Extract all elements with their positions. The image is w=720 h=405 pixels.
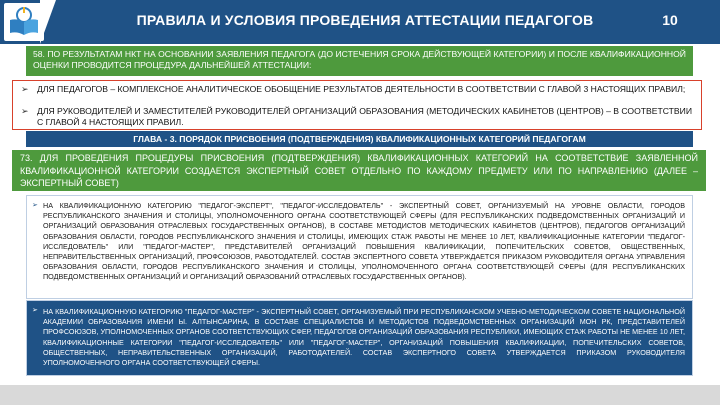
- list-item: ДЛЯ ПЕДАГОГОВ – КОМПЛЕКСНОЕ АНАЛИТИЧЕСКОЕ ОБОБЩЕНИЕ РЕЗУЛЬТАТОВ ДЕЯТЕЛЬНОСТИ В СООТВЕТСТВИИ С ГЛАВОЙ 3 НАСТОЯЩИХ ПРАВИЛ;: [37, 84, 686, 94]
- page-title: ПРАВИЛА И УСЛОВИЯ ПРОВЕДЕНИЯ АТТЕСТАЦИИ ПЕДАГОГОВ: [136, 12, 594, 28]
- arrow-bullet-icon: ➢: [21, 84, 29, 94]
- arrow-bullet-icon: ➢: [32, 307, 38, 314]
- header-divider: [40, 0, 56, 44]
- paragraph-58-bullets: [12, 80, 702, 130]
- paragraph-73: 73. ДЛЯ ПРОВЕДЕНИЯ ПРОЦЕДУРЫ ПРИСВОЕНИЯ (ПОДТВЕРЖДЕНИЯ) КВАЛИФИКАЦИОННЫХ КАТЕГОРИЙ НА СООТВЕТСТВИЕ ЗАЯВЛЕННОЙ КВАЛИФИКАЦИОННОЙ КАТЕГОРИИ СОЗДАЕТСЯ ЭКСПЕРТНЫЙ СОВЕТ ОТДЕЛЬНО ПО КАЖДОМУ ПРЕДМЕТУ ИЛИ ПО НАПРАВЛЕНИЮ (ДАЛЕЕ – ЭКСПЕРТНЫЙ СОВЕТ): [12, 150, 706, 191]
- slide-header: [0, 0, 720, 44]
- chapter-heading: ГЛАВА - 3. ПОРЯДОК ПРИСВОЕНИЯ (ПОДТВЕРЖДЕНИЯ) КВАЛИФИКАЦИОННЫХ КАТЕГОРИЙ ПЕДАГОГАМ: [26, 131, 693, 147]
- arrow-bullet-icon: ➢: [21, 106, 29, 116]
- panel-text: НА КВАЛИФИКАЦИОННУЮ КАТЕГОРИЮ "ПЕДАГОГ-ЭКСПЕРТ", "ПЕДАГОГ-ИССЛЕДОВАТЕЛЬ" - ЭКСПЕРТНЫЙ СОВЕТ, ОРГАНИЗУЕМЫЙ НА УРОВНЕ ОБЛАСТИ, ГОРОДОВ РЕСПУБЛИКАНСКОГО ЗНАЧЕНИЯ И СТОЛИЦЫ, УПОЛНОМОЧЕННОГО ОРГАНА СООТВЕТСТВУЮЩЕЙ СФЕРЫ (ДЛЯ РЕСПУБЛИКАНСКИХ ПОДВЕДОМСТВЕННЫХ ОРГАНИЗАЦИЙ И ОРГАНИЗАЦИЙ ОБРАЗОВАНИЯ ОТРАСЛЕВЫХ ГОСУДАРСТВЕННЫХ ОРГАНОВ), В СОСТАВЕ МЕТОДИСТОВ МЕТОДИЧЕСКИХ КАБИНЕТОВ (ЦЕНТРОВ), ПЕДАГОГОВ ОРГАНИЗАЦИЙ ОБРАЗОВАНИЯ ОБЛАСТИ, ГОРОДОВ РЕСПУБЛИКАНСКОГО ЗНАЧЕНИЯ И СТОЛИЦЫ, ИМЕЮЩИХ СТАЖ РАБОТЫ НЕ МЕНЕЕ 10 ЛЕТ, КВАЛИФИКАЦИОННЫЕ КАТЕГОРИИ "ПЕДАГОГ-ИССЛЕДОВАТЕЛЬ" ИЛИ "ПЕДАГОГ-МАСТЕР", ПРЕДСТАВИТЕЛЕЙ ОРГАНИЗАЦИЙ ПОВЫШЕНИЯ КВАЛИФИКАЦИИ, ПОПЕЧИТЕЛЬСКИХ СОВЕТОВ, ОБЩЕСТВЕННЫХ, НЕПРАВИТЕЛЬСТВЕННЫХ ОРГАНИЗАЦИЙ, ПРОФСОЮЗОВ, РАБОТОДАТЕЛЕЙ. СОСТАВ ЭКСПЕРТНОГО СОВЕТА УТВЕРЖДАЕТСЯ ПРИКАЗОМ РУКОВОДИТЕЛЯ ОРГАНА УПРАВЛЕНИЯ ОБРАЗОВАНИЯ ОБЛАСТИ, ГОРОДОВ РЕСПУБЛИКАНСКОГО ЗНАЧЕНИЯ И СТОЛИЦЫ, УПОЛНОМОЧЕННОГО ОРГАНА СООТВЕТСТВУЮЩЕЙ СФЕРЫ (ДЛЯ РЕСПУБЛИКАНСКИХ ПОДВЕДОМСТВЕННЫХ ОРГАНИЗАЦИЙ И ОРГАНИЗАЦИЙ ОБРАЗОВАНИЙ ОТРАСЛЕВЫХ ГОСУДАРСТВЕННЫХ ОРГАНОВ).: [43, 201, 685, 282]
- expert-council-panel-2: [26, 300, 693, 376]
- slide-footer: [0, 385, 720, 405]
- page-number: 10: [662, 12, 678, 28]
- arrow-bullet-icon: ➢: [32, 202, 38, 209]
- panel-text: НА КВАЛИФИКАЦИОННУЮ КАТЕГОРИЮ "ПЕДАГОГ-МАСТЕР" - ЭКСПЕРТНЫЙ СОВЕТ, ОРГАНИЗУЕМЫЙ ПРИ РЕСПУБЛИКАНСКОМ УЧЕБНО-МЕТОДИЧЕСКОМ СОВЕТЕ НАЦИОНАЛЬНОЙ АКАДЕМИИ ОБРАЗОВАНИЯ ИМЕНИ Ы. АЛТЫНСАРИНА, В СОСТАВЕ СПЕЦИАЛИСТОВ И МЕТОДИСТОВ ПОДВЕДОМСТВЕННЫХ ОРГАНИЗАЦИЙ МОН РК, ПРЕДСТАВИТЕЛЕЙ ПРОФСОЮЗОВ, УПОЛНОМОЧЕННЫХ ОРГАНОВ СООТВЕТСТВУЮЩИХ СФЕР, ПЕДАГОГОВ ОРГАНИЗАЦИЙ ОБРАЗОВАНИЯ РЕСПУБЛИКИ, ИМЕЮЩИХ СТАЖ РАБОТЫ НЕ МЕНЕЕ 10 ЛЕТ, КВАЛИФИКАЦИОННЫЕ КАТЕГОРИИ "ПЕДАГОГ-ИССЛЕДОВАТЕЛЬ" ИЛИ "ПЕДАГОГ-МАСТЕР", ОРГАНИЗАЦИЙ ПОВЫШЕНИЯ КВАЛИФИКАЦИИ, ПОПЕЧИТЕЛЬСКИХ СОВЕТОВ, ОБЩЕСТВЕННЫХ, НЕПРАВИТЕЛЬСТВЕННЫХ ОРГАНИЗАЦИЙ, РАБОТОДАТЕЛЕЙ. СОСТАВ ЭКСПЕРТНОГО СОВЕТА УТВЕРЖДАЕТСЯ ПРИКАЗОМ РУКОВОДИТЕЛЯ УПОЛНОМОЧЕННОГО ОРГАНА СООТВЕТСТВУЮЩЕЙ СФЕРЫ.: [43, 307, 685, 368]
- paragraph-58: 58. ПО РЕЗУЛЬТАТАМ НКТ НА ОСНОВАНИИ ЗАЯВЛЕНИЯ ПЕДАГОГА (ДО ИСТЕЧЕНИЯ СРОКА ДЕЙСТВУЮЩЕЙ КАТЕГОРИИ) И ПОСЛЕ КВАЛИФИКАЦИОННОЙ ОЦЕНКИ ПРОВОДИТСЯ ПРОЦЕДУРА ДАЛЬНЕЙШЕЙ АТТЕСТАЦИИ:: [26, 46, 693, 76]
- expert-council-panel-1: [26, 195, 693, 299]
- list-item: ДЛЯ РУКОВОДИТЕЛЕЙ И ЗАМЕСТИТЕЛЕЙ РУКОВОДИТЕЛЕЙ ОРГАНИЗАЦИЙ ОБРАЗОВАНИЯ (МЕТОДИЧЕСКИХ КАБИНЕТОВ (ЦЕНТРОВ) – В СООТВЕТСТВИИ С ГЛАВОЙ 4 НАСТОЯЩИХ ПРАВИЛ.: [37, 106, 693, 127]
- education-book-icon: [4, 3, 44, 41]
- logo: [4, 3, 44, 41]
